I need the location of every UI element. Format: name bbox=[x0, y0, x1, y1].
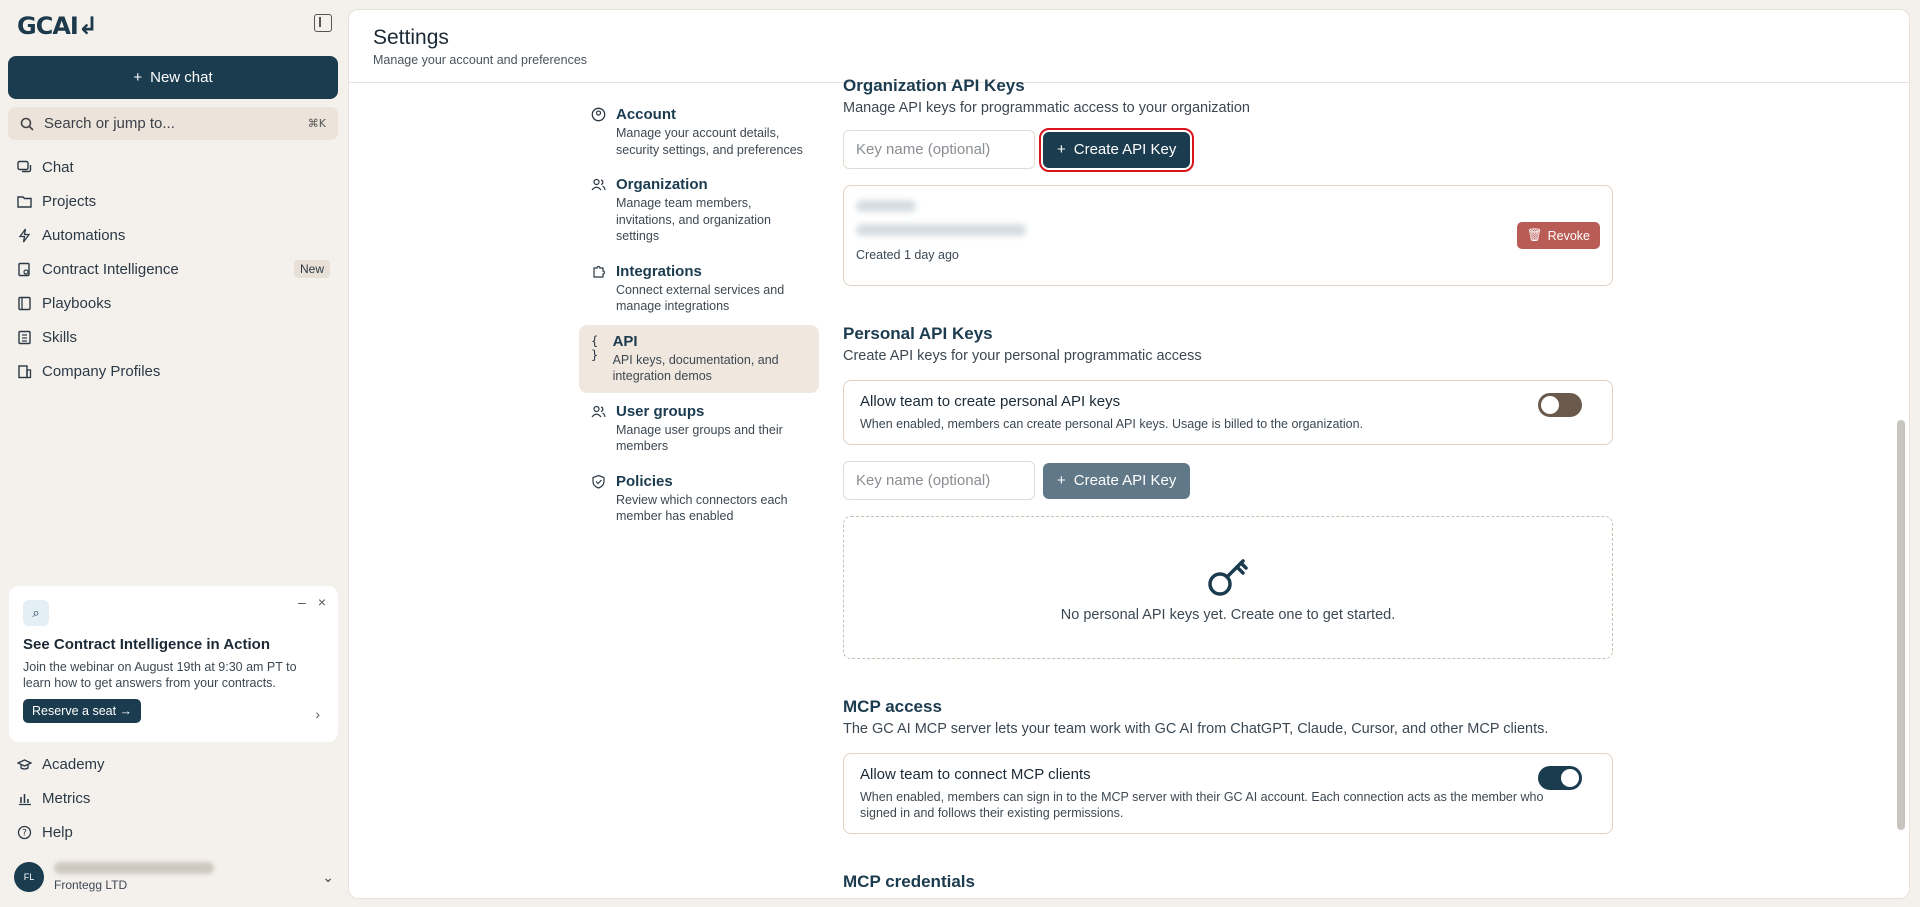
sidebar-item-metrics[interactable] bbox=[8, 781, 338, 815]
settings-nav-integrations[interactable] bbox=[579, 255, 819, 323]
puzzle-icon bbox=[591, 263, 606, 315]
search-shortcut: ⌘K bbox=[307, 117, 326, 130]
mcp-toggle[interactable] bbox=[1538, 766, 1582, 790]
settings-nav-desc: Manage user groups and their members bbox=[616, 422, 783, 453]
mcp-title: MCP access bbox=[843, 697, 942, 716]
settings-nav-account[interactable] bbox=[579, 98, 819, 166]
sidebar-item-label: Academy bbox=[42, 755, 105, 773]
revoke-label: Revoke bbox=[1547, 228, 1590, 243]
settings-nav-title: Integrations bbox=[616, 262, 702, 280]
key-icon bbox=[1205, 553, 1251, 599]
search-icon bbox=[20, 117, 34, 131]
graduation-icon bbox=[16, 756, 32, 772]
help-icon bbox=[16, 824, 32, 840]
toggle-title: Allow team to connect MCP clients bbox=[860, 766, 1091, 783]
collapse-sidebar-icon[interactable] bbox=[314, 14, 332, 32]
new-chat-button[interactable] bbox=[8, 56, 338, 99]
bolt-icon bbox=[16, 227, 32, 243]
new-chat-label: New chat bbox=[150, 69, 213, 86]
personal-keys-toggle[interactable] bbox=[1538, 393, 1582, 417]
sidebar-item-label: Projects bbox=[42, 192, 97, 210]
settings-nav-title: Organization bbox=[616, 176, 708, 193]
create-label: Create API Key bbox=[1073, 472, 1177, 489]
promo-body: Join the webinar on August 19th at 9:30 am PT to learn how to get answers from your contracts. bbox=[23, 660, 297, 690]
scrollbar[interactable] bbox=[1897, 420, 1905, 830]
sidebar-item-contract-intelligence[interactable] bbox=[8, 252, 338, 286]
bottom-nav bbox=[8, 747, 338, 849]
folder-icon bbox=[16, 193, 32, 209]
settings-nav-title: User groups bbox=[616, 402, 705, 420]
settings-nav-organization[interactable] bbox=[579, 168, 819, 253]
personal-keys-empty-state bbox=[843, 516, 1613, 659]
plus-icon: + bbox=[1057, 472, 1066, 489]
user-org: Frontegg LTD bbox=[54, 878, 128, 892]
chevron-right-icon[interactable]: › bbox=[315, 706, 320, 722]
plus-icon: + bbox=[1057, 141, 1066, 158]
settings-nav-title: Policies bbox=[616, 472, 673, 490]
create-label: Create API Key bbox=[1073, 141, 1177, 158]
contract-icon bbox=[16, 261, 32, 277]
braces-icon: { } bbox=[591, 333, 599, 362]
logo-text: GCAI bbox=[17, 12, 78, 40]
search-placeholder: Search or jump to... bbox=[44, 115, 175, 132]
building-icon bbox=[16, 363, 32, 379]
sidebar-item-label: Skills bbox=[42, 328, 78, 346]
settings-nav-policies[interactable] bbox=[579, 465, 819, 533]
users-icon bbox=[591, 176, 606, 245]
sidebar-item-projects[interactable] bbox=[8, 184, 338, 218]
empty-message: No personal API keys yet. Create one to get started. bbox=[1060, 606, 1396, 623]
avatar-initials: FL bbox=[23, 872, 35, 882]
reserve-seat-button[interactable]: Reserve a seat → bbox=[23, 699, 141, 723]
sidebar-item-academy[interactable] bbox=[8, 747, 338, 781]
personal-key-create-row bbox=[843, 461, 1613, 500]
mcp-credentials-title: MCP credentials bbox=[843, 872, 975, 891]
sidebar-item-label: Playbooks bbox=[42, 294, 112, 312]
app-logo[interactable] bbox=[17, 12, 97, 40]
settings-nav-desc: Manage your account details, security settings, and preferences bbox=[616, 126, 803, 157]
sidebar-item-label: Contract Intelligence bbox=[42, 260, 179, 278]
new-badge: New bbox=[294, 260, 330, 278]
sidebar-item-playbooks[interactable] bbox=[8, 286, 338, 320]
user-menu[interactable] bbox=[14, 859, 334, 895]
personal-keys-toggle-card bbox=[843, 380, 1613, 445]
sidebar-item-company-profiles[interactable] bbox=[8, 354, 338, 388]
users-icon bbox=[591, 403, 606, 455]
book-icon bbox=[16, 295, 32, 311]
return-arrow-icon: ↲ bbox=[77, 12, 97, 40]
toggle-title: Allow team to create personal API keys bbox=[860, 393, 1121, 410]
org-keys-title: Organization API Keys bbox=[843, 76, 1025, 95]
promo-title: See Contract Intelligence in Action bbox=[23, 636, 270, 653]
create-org-api-key-button[interactable] bbox=[1043, 132, 1190, 168]
page-title: Settings bbox=[373, 26, 449, 49]
org-keys-subtitle: Manage API keys for programmatic access to your organization bbox=[843, 100, 1250, 116]
sidebar-item-label: Automations bbox=[42, 226, 126, 244]
search-input[interactable] bbox=[8, 107, 338, 140]
settings-nav-desc: Manage team members, invitations, and organization settings bbox=[616, 196, 771, 243]
svg-text:?: ? bbox=[21, 828, 27, 838]
key-value-redacted bbox=[856, 224, 1026, 236]
settings-nav-desc: Review which connectors each member has enabled bbox=[616, 492, 788, 523]
org-api-key-card bbox=[843, 185, 1613, 286]
settings-nav-title: API bbox=[612, 332, 638, 350]
plus-icon: + bbox=[133, 69, 143, 86]
personal-key-name-input[interactable] bbox=[843, 461, 1035, 500]
promo-controls bbox=[298, 594, 326, 610]
sidebar bbox=[0, 0, 346, 907]
user-circle-icon bbox=[591, 106, 606, 158]
sidebar-item-label: Company Profiles bbox=[42, 362, 161, 380]
settings-nav-desc: API keys, documentation, and integration demos bbox=[612, 352, 779, 383]
api-content bbox=[843, 76, 1613, 892]
org-key-name-input[interactable] bbox=[843, 130, 1035, 169]
mcp-subtitle: The GC AI MCP server lets your team work with GC AI from ChatGPT, Claude, Cursor, and other MCP clients. bbox=[843, 721, 1549, 737]
personal-keys-subtitle: Create API keys for your personal programmatic access bbox=[843, 348, 1202, 364]
main-panel bbox=[348, 9, 1910, 899]
chevron-down-icon[interactable]: ⌄ bbox=[322, 868, 334, 885]
settings-nav-desc: Connect external services and manage integrations bbox=[616, 282, 785, 313]
main-nav bbox=[8, 150, 338, 388]
sidebar-item-automations[interactable] bbox=[8, 218, 338, 252]
close-icon[interactable]: × bbox=[317, 594, 326, 610]
avatar bbox=[14, 862, 44, 892]
trash-icon: 🗑 bbox=[1526, 228, 1543, 242]
user-name-redacted bbox=[54, 862, 214, 874]
page-subtitle: Manage your account and preferences bbox=[373, 53, 588, 67]
revoke-button[interactable] bbox=[1517, 222, 1600, 249]
settings-nav-user-groups[interactable] bbox=[579, 395, 819, 463]
shield-icon bbox=[591, 473, 606, 525]
page-header bbox=[349, 10, 1909, 83]
key-name-redacted bbox=[856, 200, 916, 212]
minimize-icon[interactable]: – bbox=[298, 594, 306, 610]
mcp-toggle-card bbox=[843, 753, 1613, 834]
key-created-date: Created 1 day ago bbox=[856, 248, 959, 262]
create-personal-api-key-button[interactable] bbox=[1043, 463, 1190, 499]
settings-nav bbox=[579, 98, 819, 535]
contract-search-icon: ⌕ bbox=[23, 600, 49, 626]
sidebar-item-label: Metrics bbox=[42, 789, 91, 807]
user-info bbox=[54, 862, 214, 892]
sidebar-item-chat[interactable] bbox=[8, 150, 338, 184]
settings-nav-title: Account bbox=[616, 106, 676, 123]
list-icon bbox=[16, 329, 32, 345]
promo-card bbox=[9, 586, 338, 742]
chart-icon bbox=[16, 790, 32, 806]
org-key-create-row bbox=[843, 130, 1613, 169]
personal-keys-title: Personal API Keys bbox=[843, 324, 993, 343]
sidebar-item-label: Help bbox=[42, 823, 73, 841]
sidebar-item-help[interactable] bbox=[8, 815, 338, 849]
chat-icon bbox=[16, 159, 32, 175]
sidebar-item-skills[interactable] bbox=[8, 320, 338, 354]
toggle-desc: When enabled, members can create personal API keys. Usage is billed to the organization. bbox=[860, 417, 1364, 431]
settings-nav-api[interactable] bbox=[579, 325, 819, 393]
toggle-desc: When enabled, members can sign in to the MCP server with their GC AI account. Each connection acts as the member who signed in and follows their existing permissions. bbox=[860, 790, 1544, 820]
sidebar-item-label: Chat bbox=[42, 158, 74, 176]
